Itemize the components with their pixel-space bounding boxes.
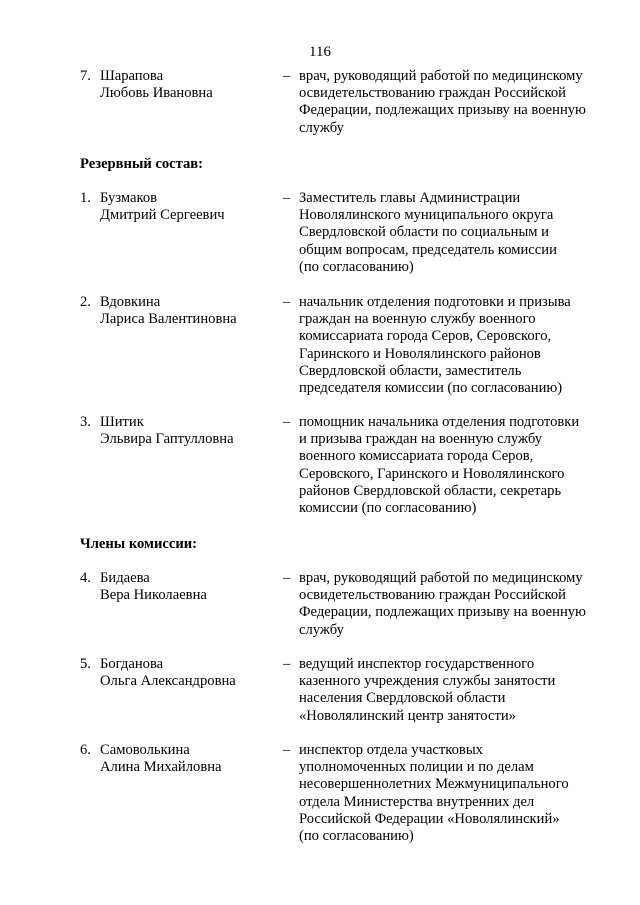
surname: Шитик	[100, 414, 144, 430]
members-heading: Члены комиссии:	[80, 536, 198, 552]
person-name	[100, 294, 280, 328]
page-number: 116	[309, 44, 331, 60]
desc-line: председателя комиссии (по согласованию)	[299, 380, 563, 397]
item-number: 2.	[80, 294, 91, 310]
given-names: Лариса Валентиновна	[100, 311, 237, 328]
desc-line: районов Свердловской области, секретарь	[299, 482, 562, 499]
desc-line: несовершеннолетних Межмуниципального	[299, 776, 569, 793]
surname: Вдовкина	[100, 294, 161, 310]
desc-line: службу	[299, 621, 344, 638]
position-description	[299, 570, 611, 639]
desc-line: Федерации, подлежащих призыву на военную	[299, 604, 586, 621]
desc-line: Заместитель главы Администрации	[299, 190, 521, 206]
person-name	[100, 570, 280, 604]
desc-line: начальник отделения подготовки и призыва	[299, 294, 571, 310]
given-names: Эльвира Гаптулловна	[100, 431, 234, 448]
desc-line: и призыва граждан на военную службу	[299, 431, 543, 448]
desc-line: комиссии (по согласованию)	[299, 500, 477, 517]
desc-line: «Новолялинский центр занятости»	[299, 707, 516, 724]
person-name	[100, 68, 280, 102]
position-description	[299, 742, 611, 845]
desc-line: Федерации, подлежащих призыву на военную	[299, 102, 586, 119]
desc-line: врач, руководящий работой по медицинскому	[299, 68, 583, 84]
desc-line: освидетельствованию граждан Российской	[299, 85, 566, 102]
item-number: 4.	[80, 570, 91, 586]
dash: –	[283, 190, 291, 206]
desc-line: военного комиссариата города Серов,	[299, 448, 534, 465]
desc-line: Серовского, Гаринского и Новолялинского	[299, 465, 565, 482]
desc-line: общим вопросам, председатель комиссии	[299, 241, 557, 258]
desc-line: Свердловской области по социальным и	[299, 224, 549, 241]
given-names: Дмитрий Сергеевич	[100, 207, 225, 224]
reserve-heading: Резервный состав:	[80, 156, 204, 172]
desc-line: граждан на военную службу военного	[299, 311, 536, 328]
desc-line: уполномоченных полиции и по делам	[299, 759, 534, 776]
position-description	[299, 656, 611, 725]
desc-line: службу	[299, 119, 344, 136]
dash: –	[283, 414, 291, 430]
surname: Богданова	[100, 656, 164, 672]
desc-line: ведущий инспектор государственного	[299, 656, 535, 672]
item-number: 1.	[80, 190, 91, 206]
desc-line: помощник начальника отделения подготовки	[299, 414, 580, 430]
desc-line: (по согласованию)	[299, 258, 414, 275]
dash: –	[283, 294, 291, 310]
position-description	[299, 68, 611, 137]
item-number: 5.	[80, 656, 91, 672]
given-names: Алина Михайловна	[100, 759, 222, 776]
surname: Шарапова	[100, 68, 164, 84]
item-number: 3.	[80, 414, 91, 430]
dash: –	[283, 68, 291, 84]
desc-line: инспектор отдела участковых	[299, 742, 483, 758]
position-description	[299, 294, 611, 397]
given-names: Любовь Ивановна	[100, 85, 213, 102]
position-description	[299, 414, 611, 517]
desc-line: отдела Министерства внутренних дел	[299, 793, 535, 810]
desc-line: врач, руководящий работой по медицинскому	[299, 570, 583, 586]
desc-line: освидетельствованию граждан Российской	[299, 587, 566, 604]
position-description	[299, 190, 611, 276]
person-name	[100, 742, 280, 776]
item-number: 7.	[80, 68, 91, 84]
desc-line: казенного учреждения службы занятости	[299, 673, 556, 690]
desc-line: Гаринского и Новолялинского районов	[299, 345, 541, 362]
desc-line: Российской Федерации «Новолялинский»	[299, 810, 560, 827]
desc-line: Новолялинского муниципального округа	[299, 207, 554, 224]
person-name	[100, 190, 280, 224]
surname: Бузмаков	[100, 190, 158, 206]
surname: Самоволькина	[100, 742, 190, 758]
surname: Бидаева	[100, 570, 150, 586]
person-name	[100, 656, 280, 690]
dash: –	[283, 742, 291, 758]
desc-line: комиссариата города Серов, Серовского,	[299, 328, 552, 345]
dash: –	[283, 570, 291, 586]
person-name	[100, 414, 280, 448]
item-number: 6.	[80, 742, 91, 758]
dash: –	[283, 656, 291, 672]
desc-line: (по согласованию)	[299, 828, 414, 845]
desc-line: Свердловской области, заместитель	[299, 362, 522, 379]
desc-line: населения Свердловской области	[299, 690, 506, 707]
given-names: Вера Николаевна	[100, 587, 207, 604]
given-names: Ольга Александровна	[100, 673, 236, 690]
